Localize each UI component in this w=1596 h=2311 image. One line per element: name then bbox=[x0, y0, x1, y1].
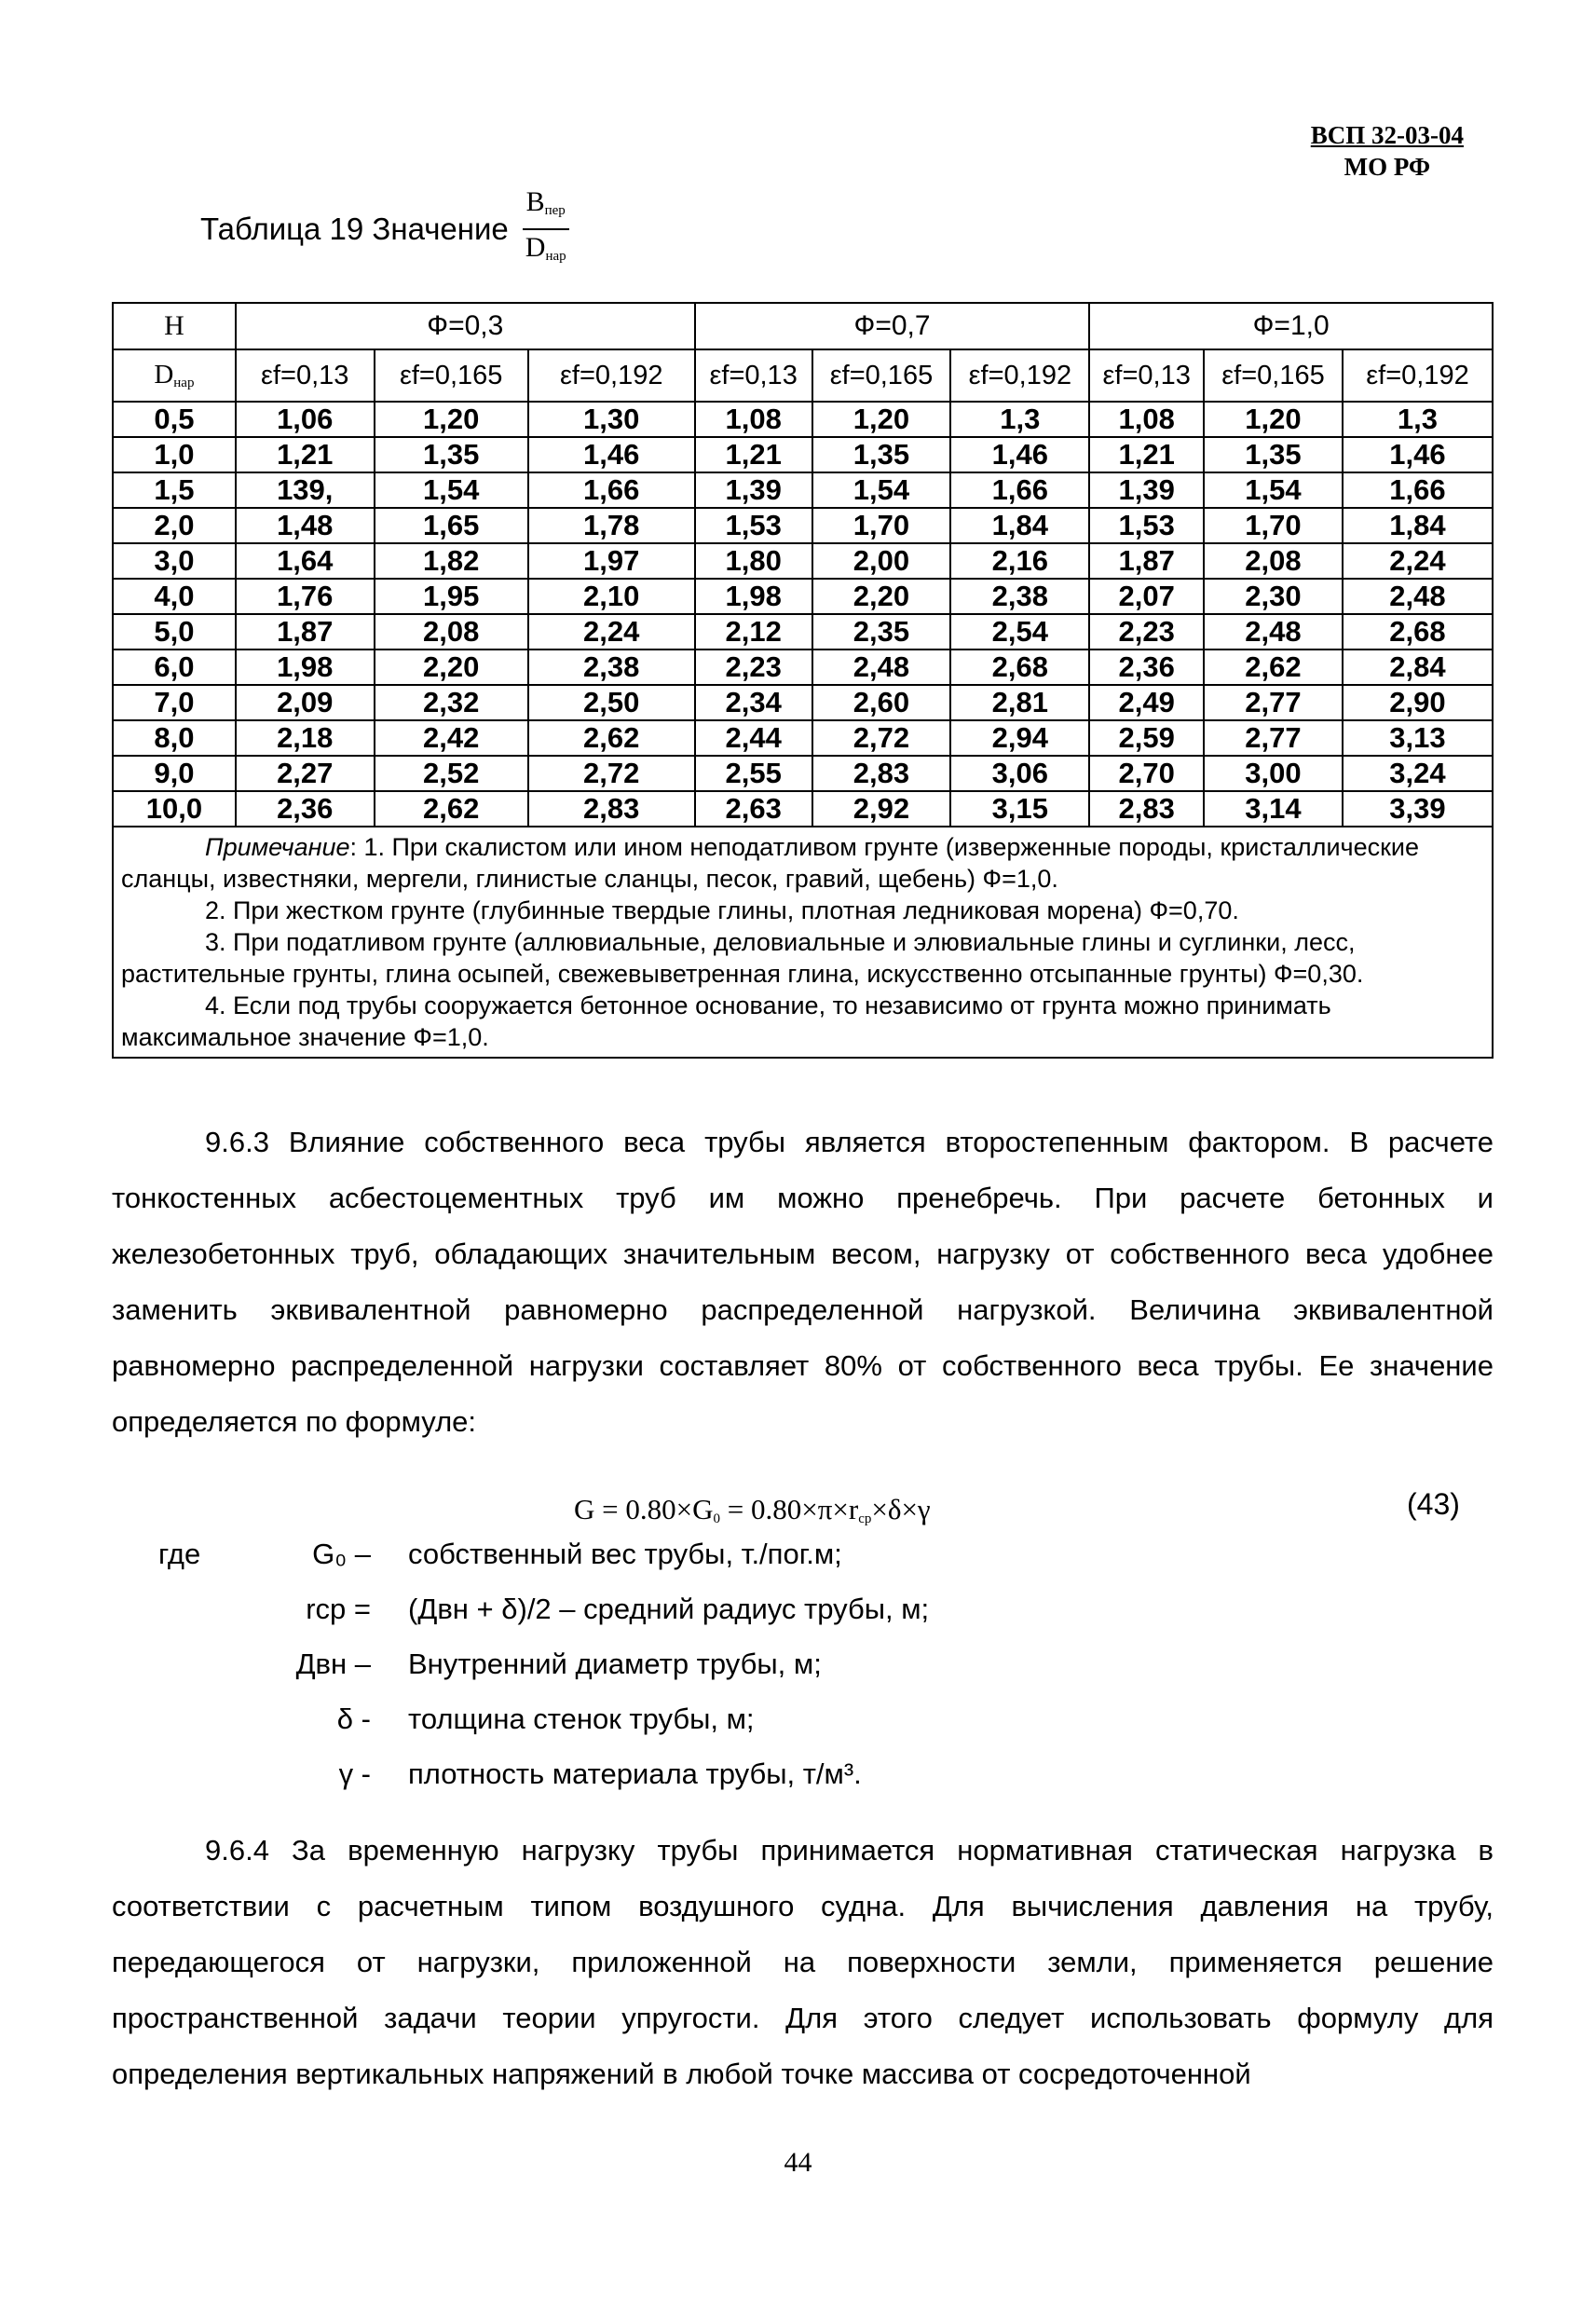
table-title-fraction bbox=[522, 186, 570, 272]
note-label: Примечание bbox=[205, 833, 350, 861]
table-cell: 2,94 bbox=[950, 720, 1089, 756]
row-h-value: 8,0 bbox=[113, 720, 236, 756]
table-cell: 1,21 bbox=[1089, 437, 1204, 472]
table-cell: 2,84 bbox=[1343, 650, 1493, 685]
row-h-value: 6,0 bbox=[113, 650, 236, 685]
definitions-where: где bbox=[158, 1538, 201, 1570]
table-header-row-groups bbox=[113, 303, 1493, 349]
table-cell: 2,54 bbox=[950, 614, 1089, 650]
table-cell: 1,70 bbox=[812, 508, 951, 543]
table-row bbox=[113, 543, 1493, 579]
table-cell: 1,46 bbox=[528, 437, 695, 472]
table-cell: 2,16 bbox=[950, 543, 1089, 579]
row-h-value: 2,0 bbox=[113, 508, 236, 543]
row-h-value: 7,0 bbox=[113, 685, 236, 720]
table-notes bbox=[113, 827, 1493, 1058]
table-cell: 2,92 bbox=[812, 791, 951, 827]
definition-row bbox=[158, 1757, 929, 1812]
table-cell: 2,38 bbox=[528, 650, 695, 685]
table-cell: 2,63 bbox=[695, 791, 812, 827]
header-eps: εf=0,192 bbox=[528, 349, 695, 402]
table-cell: 1,06 bbox=[236, 402, 375, 437]
row-h-value: 1,0 bbox=[113, 437, 236, 472]
table-cell: 1,39 bbox=[695, 472, 812, 508]
definition-text: собственный вес трубы, т./пог.м; bbox=[408, 1538, 842, 1570]
table-cell: 2,08 bbox=[1204, 543, 1343, 579]
document-code bbox=[1311, 119, 1464, 183]
table-cell: 1,97 bbox=[528, 543, 695, 579]
definition-row bbox=[158, 1593, 929, 1648]
table-cell: 1,20 bbox=[1204, 402, 1343, 437]
table-cell: 2,48 bbox=[812, 650, 951, 685]
table-row bbox=[113, 579, 1493, 614]
table-row bbox=[113, 508, 1493, 543]
definition-row bbox=[158, 1702, 929, 1757]
table-cell: 2,70 bbox=[1089, 756, 1204, 791]
table-cell: 2,60 bbox=[812, 685, 951, 720]
table-cell: 1,84 bbox=[1343, 508, 1493, 543]
definition-row bbox=[158, 1648, 929, 1702]
table-cell: 2,36 bbox=[1089, 650, 1204, 685]
header-corner-d: $D_{нар}$ bbox=[113, 349, 236, 402]
table-row bbox=[113, 472, 1493, 508]
paragraph-9-6-3: 9.6.3 Влияние собственного веса трубы является второстепенным фактором. В расчете тонкостенных асбестоцементных труб им можно пренебречь. При расчете бетонных и железобетонных труб, обладающих значительным весом, нагрузку от собственного веса удобнее заменить эквивалентной равномерно распределенной нагрузкой. Величина эквивалентной равномерно распределенной нагрузки составляет 80% от собственного веса трубы. Ее значение определяется по формуле: bbox=[112, 1126, 1494, 1438]
definition-text: (Двн + δ)/2 – средний радиус трубы, м; bbox=[408, 1593, 930, 1625]
table-cell: 2,72 bbox=[528, 756, 695, 791]
fraction-denominator: $D_{нар}$ bbox=[525, 232, 566, 264]
formula-number: (43) bbox=[1407, 1487, 1460, 1521]
table-cell: 2,20 bbox=[812, 579, 951, 614]
table-cell: 1,30 bbox=[528, 402, 695, 437]
table-cell: 1,53 bbox=[1089, 508, 1204, 543]
header-group-phi-03: Ф=0,3 bbox=[236, 303, 695, 349]
table-row bbox=[113, 437, 1493, 472]
table-cell: 2,10 bbox=[528, 579, 695, 614]
table-cell: 1,21 bbox=[695, 437, 812, 472]
table-cell: 2,62 bbox=[528, 720, 695, 756]
table-header-row-eps bbox=[113, 349, 1493, 402]
table-cell: 3,15 bbox=[950, 791, 1089, 827]
table-cell: 1,46 bbox=[950, 437, 1089, 472]
table-cell: 2,07 bbox=[1089, 579, 1204, 614]
table-cell: 3,13 bbox=[1343, 720, 1493, 756]
header-group-phi-07: Ф=0,7 bbox=[695, 303, 1090, 349]
page-number: 44 bbox=[784, 2147, 812, 2178]
table-cell: 2,55 bbox=[695, 756, 812, 791]
table-body bbox=[113, 402, 1493, 827]
definition-text: плотность материала трубы, т/м³. bbox=[408, 1757, 862, 1790]
table-cell: 1,08 bbox=[695, 402, 812, 437]
table-cell: 1,98 bbox=[236, 650, 375, 685]
header-group-phi-10: Ф=1,0 bbox=[1089, 303, 1493, 349]
table-cell: 2,27 bbox=[236, 756, 375, 791]
table-cell: 2,90 bbox=[1343, 685, 1493, 720]
definition-symbol: rср = bbox=[306, 1593, 371, 1625]
table-cell: 2,83 bbox=[812, 756, 951, 791]
document-code-number: ВСП 32-03-04 bbox=[1310, 121, 1464, 149]
table-cell: 2,20 bbox=[375, 650, 528, 685]
table-cell: 1,20 bbox=[375, 402, 528, 437]
table-cell: 1,39 bbox=[1089, 472, 1204, 508]
table-cell: 3,06 bbox=[950, 756, 1089, 791]
table-cell: 2,12 bbox=[695, 614, 812, 650]
header-corner-h: H bbox=[113, 303, 236, 349]
row-h-value: 9,0 bbox=[113, 756, 236, 791]
table-row bbox=[113, 685, 1493, 720]
row-h-value: 10,0 bbox=[113, 791, 236, 827]
table-cell: 2,83 bbox=[1089, 791, 1204, 827]
table-cell: 1,46 bbox=[1343, 437, 1493, 472]
row-h-value: 3,0 bbox=[113, 543, 236, 579]
table-cell: 2,44 bbox=[695, 720, 812, 756]
table-cell: 1,66 bbox=[528, 472, 695, 508]
note-4: 4. Если под трубы сооружается бетонное основание, то независимо от грунта можно принимать максимальное значение Ф=1,0. bbox=[121, 991, 1331, 1051]
formula-43: $G = 0.80\times G_0 = 0.80\times\pi\times r_{ср}\times\delta\times\gamma$ bbox=[574, 1493, 931, 1526]
table-cell: 1,54 bbox=[1204, 472, 1343, 508]
table-title bbox=[200, 186, 570, 272]
table-cell: 2,81 bbox=[950, 685, 1089, 720]
table-cell: 1,82 bbox=[375, 543, 528, 579]
table-cell: 1,54 bbox=[812, 472, 951, 508]
table-cell: 2,00 bbox=[812, 543, 951, 579]
table-cell: 1,64 bbox=[236, 543, 375, 579]
table-cell: 2,09 bbox=[236, 685, 375, 720]
table-cell: 2,62 bbox=[375, 791, 528, 827]
table-cell: 1,35 bbox=[375, 437, 528, 472]
definition-text: толщина стенок трубы, м; bbox=[408, 1702, 755, 1735]
table-row bbox=[113, 720, 1493, 756]
table-cell: 1,35 bbox=[1204, 437, 1343, 472]
table-cell: 1,87 bbox=[236, 614, 375, 650]
definition-symbol: γ - bbox=[338, 1757, 371, 1790]
table-cell: 2,49 bbox=[1089, 685, 1204, 720]
table-cell: 2,72 bbox=[812, 720, 951, 756]
table-cell: 1,65 bbox=[375, 508, 528, 543]
table-cell: 2,62 bbox=[1204, 650, 1343, 685]
table-cell: 2,48 bbox=[1343, 579, 1493, 614]
header-eps: εf=0,192 bbox=[1343, 349, 1493, 402]
values-table bbox=[112, 302, 1494, 1059]
table-cell: 2,30 bbox=[1204, 579, 1343, 614]
table-row bbox=[113, 402, 1493, 437]
table-cell: 3,00 bbox=[1204, 756, 1343, 791]
table-title-label: Таблица 19 Значение bbox=[200, 212, 509, 246]
table-cell: 2,83 bbox=[528, 791, 695, 827]
header-eps: εf=0,165 bbox=[375, 349, 528, 402]
definition-row bbox=[158, 1538, 929, 1593]
table-row bbox=[113, 791, 1493, 827]
table-cell: 2,08 bbox=[375, 614, 528, 650]
table-cell: 1,66 bbox=[1343, 472, 1493, 508]
definition-symbol: G₀ – bbox=[312, 1538, 371, 1570]
definition-symbol: Двн – bbox=[295, 1648, 371, 1680]
table-cell: 1,3 bbox=[950, 402, 1089, 437]
table-cell: 1,53 bbox=[695, 508, 812, 543]
table-cell: 1,70 bbox=[1204, 508, 1343, 543]
table-cell: 1,3 bbox=[1343, 402, 1493, 437]
table-cell: 1,76 bbox=[236, 579, 375, 614]
header-eps: εf=0,13 bbox=[236, 349, 375, 402]
table-cell: 1,35 bbox=[812, 437, 951, 472]
header-eps: εf=0,165 bbox=[812, 349, 951, 402]
header-eps: εf=0,13 bbox=[1089, 349, 1204, 402]
table-cell: 1,98 bbox=[695, 579, 812, 614]
note-2: 2. При жестком грунте (глубинные твердые глины, плотная ледниковая морена) Ф=0,70. bbox=[205, 896, 1239, 924]
table-cell: 2,23 bbox=[1089, 614, 1204, 650]
table-cell: 1,54 bbox=[375, 472, 528, 508]
note-3: 3. При податливом грунте (аллювиальные, деловиальные и элювиальные глины и суглинки, лесс, растительные грунты, глина осыпей, свежевыветренная глина, искусственно отсыпанные грунты) Ф=0,30. bbox=[121, 928, 1364, 988]
table-cell: 3,14 bbox=[1204, 791, 1343, 827]
table-cell: 1,66 bbox=[950, 472, 1089, 508]
table-cell: 3,39 bbox=[1343, 791, 1493, 827]
definition-text: Внутренний диаметр трубы, м; bbox=[408, 1648, 822, 1680]
table-cell: 2,35 bbox=[812, 614, 951, 650]
table-cell: 2,38 bbox=[950, 579, 1089, 614]
table-cell: 2,68 bbox=[1343, 614, 1493, 650]
header-eps: εf=0,165 bbox=[1204, 349, 1343, 402]
note-1: Примечание: 1. При скалистом или ином неподатливом грунте (изверженные породы, кристаллические сланцы, известняки, мергели, глинистые сланцы, песок, гравий, щебень) Ф=1,0. bbox=[121, 833, 1420, 893]
table-cell: 1,48 bbox=[236, 508, 375, 543]
table-row bbox=[113, 650, 1493, 685]
table-cell: 139, bbox=[236, 472, 375, 508]
table-cell: 1,78 bbox=[528, 508, 695, 543]
table-cell: 2,18 bbox=[236, 720, 375, 756]
table-cell: 2,32 bbox=[375, 685, 528, 720]
row-h-value: 0,5 bbox=[113, 402, 236, 437]
table-cell: 3,24 bbox=[1343, 756, 1493, 791]
fraction-numerator: $B_{пер}$ bbox=[523, 186, 569, 230]
table-cell: 2,42 bbox=[375, 720, 528, 756]
table-cell: 2,77 bbox=[1204, 685, 1343, 720]
table-cell: 1,87 bbox=[1089, 543, 1204, 579]
definitions-list bbox=[158, 1538, 929, 1812]
table-cell: 1,20 bbox=[812, 402, 951, 437]
table-notes-row bbox=[113, 827, 1493, 1058]
table-cell: 1,95 bbox=[375, 579, 528, 614]
table-cell: 2,77 bbox=[1204, 720, 1343, 756]
table-row bbox=[113, 614, 1493, 650]
definition-symbol: δ - bbox=[336, 1702, 371, 1735]
table-cell: 2,52 bbox=[375, 756, 528, 791]
table-cell: 2,36 bbox=[236, 791, 375, 827]
header-eps: εf=0,192 bbox=[950, 349, 1089, 402]
table-cell: 2,23 bbox=[695, 650, 812, 685]
row-h-value: 5,0 bbox=[113, 614, 236, 650]
table-cell: 2,68 bbox=[950, 650, 1089, 685]
table-cell: 2,24 bbox=[528, 614, 695, 650]
header-eps: εf=0,13 bbox=[695, 349, 812, 402]
table-cell: 1,84 bbox=[950, 508, 1089, 543]
row-h-value: 4,0 bbox=[113, 579, 236, 614]
table-row bbox=[113, 756, 1493, 791]
table-cell: 2,48 bbox=[1204, 614, 1343, 650]
paragraph-9-6-4: 9.6.4 За временную нагрузку трубы принимается нормативная статическая нагрузка в соответствии с расчетным типом воздушного судна. Для вычисления давления на трубу, передающегося от нагрузки, приложенной на поверхности земли, применяется решение пространственной задачи теории упругости. Для этого следует использовать формулу для определения вертикальных напряжений в любой точке массива от сосредоточенной bbox=[112, 1834, 1494, 2090]
table-cell: 2,24 bbox=[1343, 543, 1493, 579]
table-cell: 2,59 bbox=[1089, 720, 1204, 756]
document-org: МО РФ bbox=[1344, 153, 1431, 181]
table-cell: 1,80 bbox=[695, 543, 812, 579]
table-cell: 2,50 bbox=[528, 685, 695, 720]
table-cell: 1,21 bbox=[236, 437, 375, 472]
table-cell: 1,08 bbox=[1089, 402, 1204, 437]
table-cell: 2,34 bbox=[695, 685, 812, 720]
row-h-value: 1,5 bbox=[113, 472, 236, 508]
